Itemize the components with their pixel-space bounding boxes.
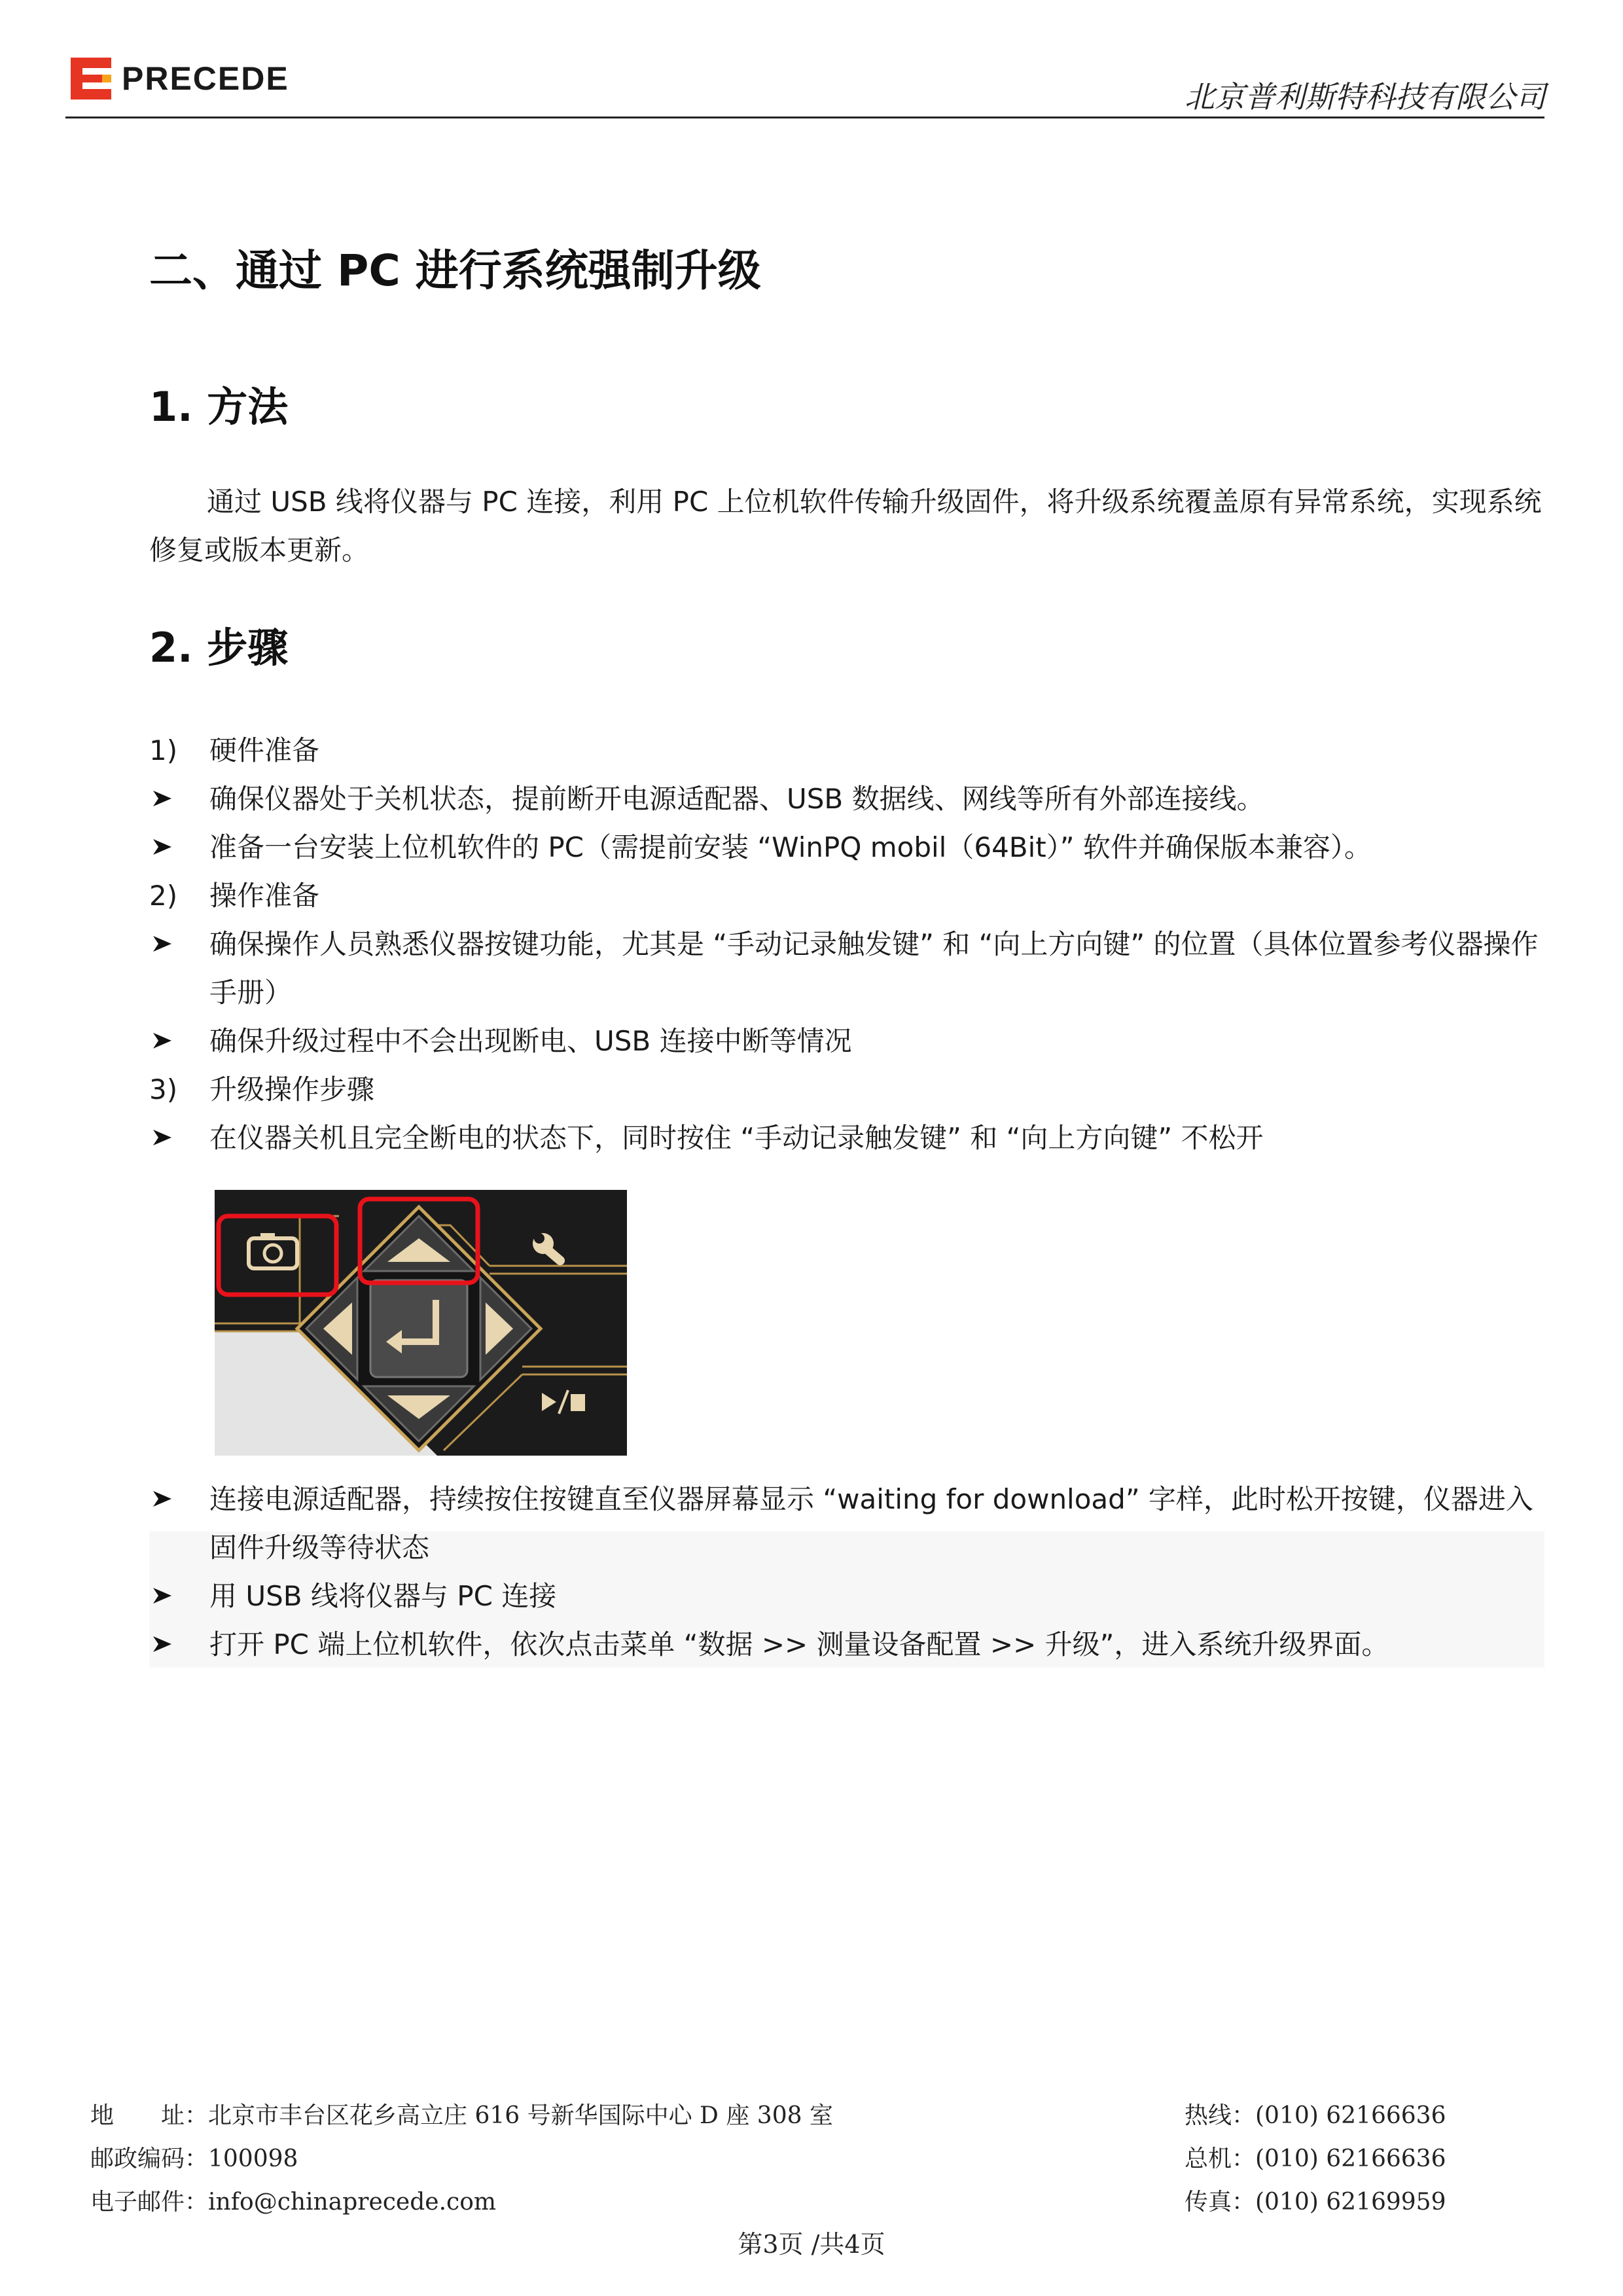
arrow-bullet-icon <box>151 1029 174 1052</box>
list-item: 准备一台安装上位机软件的 PC（需提前安装 “WinPQ mobil（64Bit）” 软件并确保版本兼容）。 <box>149 823 1544 872</box>
footer-postcode: 邮政编码：100098 <box>90 2145 298 2172</box>
list-item: 打开 PC 端上位机软件，依次点击菜单 “数据 >> 测量设备配置 >> 升级”，进入系统升级界面。 <box>149 1621 1544 1669</box>
header-divider <box>65 117 1544 118</box>
list-item: 1) 硬件准备 <box>149 726 1544 775</box>
list-item: 在仪器关机且完全断电的状态下，同时按住 “手动记录触发键” 和 “向上方向键” 不松开 <box>149 1114 1544 1162</box>
list-number: 2) <box>149 880 178 912</box>
list-item: 3) 升级操作步骤 <box>149 1066 1544 1114</box>
logo-mark-icon <box>71 58 111 99</box>
footer-fax: 传真：(010) 62169959 <box>1185 2189 1446 2215</box>
arrow-bullet-icon <box>151 1126 174 1149</box>
page-number: 第3页 /共4页 <box>738 2230 885 2259</box>
steps-heading: 2. 步骤 <box>149 624 289 672</box>
footer-email: 电子邮件：info@chinaprecede.com <box>90 2189 496 2215</box>
list-item: 连接电源适配器，持续按住按键直至仪器屏幕显示 “waiting for download” 字样，此时松开按键，仪器进入固件升级等待状态 <box>149 1475 1544 1572</box>
company-name: 北京普利斯特科技有限公司 <box>1185 79 1546 115</box>
footer-hotline: 热线：(010) 62166636 <box>1185 2102 1446 2129</box>
list-item: 2) 操作准备 <box>149 872 1544 920</box>
company-logo <box>71 58 289 99</box>
keypad-illustration <box>215 1190 627 1456</box>
arrow-bullet-icon <box>151 1487 174 1511</box>
page-header <box>0 0 1623 124</box>
footer-switchboard: 总机：(010) 62166636 <box>1185 2145 1446 2172</box>
arrow-bullet-icon <box>151 787 174 810</box>
list-number: 1) <box>149 734 178 766</box>
logo-text: PRECEDE <box>122 60 289 97</box>
arrow-bullet-icon <box>151 932 174 956</box>
section-title: 二、通过 PC 进行系统强制升级 <box>149 245 761 296</box>
list-number: 3) <box>149 1073 178 1105</box>
list-item: 确保升级过程中不会出现断电、USB 连接中断等情况 <box>149 1017 1544 1066</box>
arrow-bullet-icon <box>151 835 174 859</box>
list-item: 确保仪器处于关机状态，提前断开电源适配器、USB 数据线、网线等所有外部连接线。 <box>149 775 1544 823</box>
list-item: 用 USB 线将仪器与 PC 连接 <box>149 1572 1544 1621</box>
method-paragraph: 通过 USB 线将仪器与 PC 连接，利用 PC 上位机软件传输升级固件，将升级系统覆盖原有异常系统，实现系统修复或版本更新。 <box>149 486 1542 566</box>
arrow-bullet-icon <box>151 1632 174 1656</box>
list-item: 确保操作人员熟悉仪器按键功能，尤其是 “手动记录触发键” 和 “向上方向键” 的位置（具体位置参考仪器操作手册） <box>149 920 1544 1017</box>
arrow-bullet-icon <box>151 1584 174 1607</box>
footer-address: 地 址：北京市丰台区花乡高立庄 616 号新华国际中心 D 座 308 室 <box>90 2102 833 2129</box>
method-heading: 1. 方法 <box>149 383 289 431</box>
